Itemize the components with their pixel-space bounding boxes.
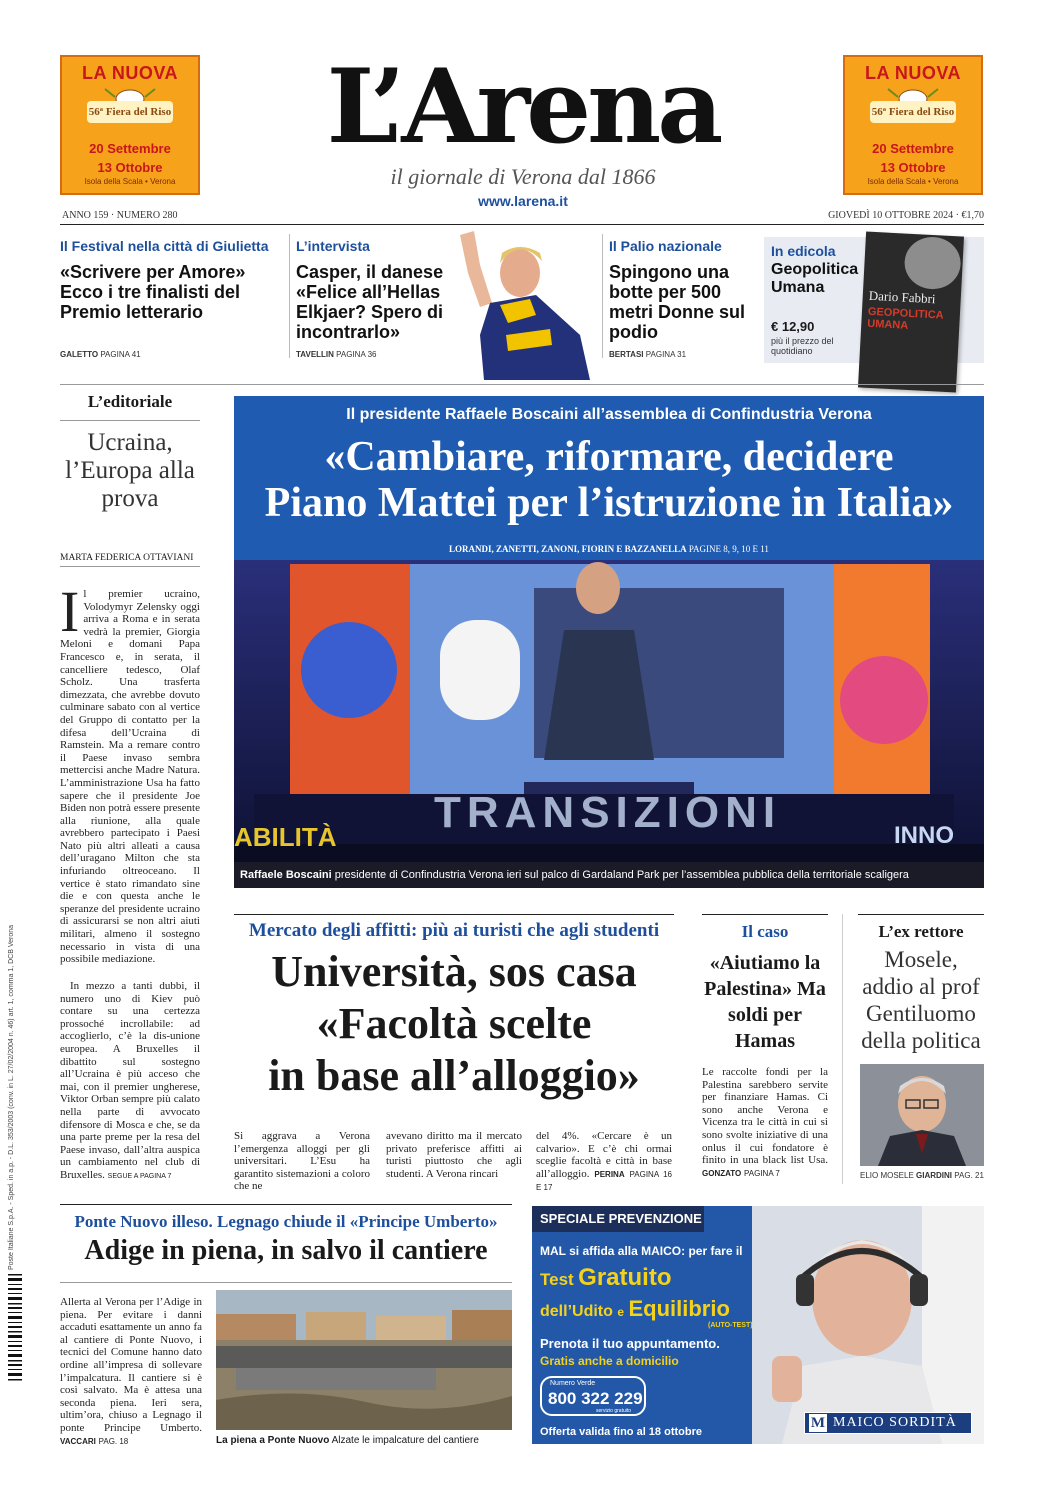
globe-icon [903,236,962,291]
promo-place: Isola della Scala • Verona [867,177,959,186]
byline-author: BERTASI [609,350,644,359]
book-cover[interactable] [858,232,964,393]
phone-label: Numero Verde [550,1380,596,1387]
byline-page: PAGINA 7 [744,1168,780,1178]
lead-photo[interactable] [234,560,984,888]
university-col3 [536,1130,672,1195]
promo-event: 56ª Fiera del Riso [870,101,956,123]
teaser-title: Spingono una botte per 500 metri Donne sul podio [609,262,746,342]
divider [60,566,200,567]
lead-headline-1: «Cambiare, riformare, decidere [324,434,894,480]
promo-date1: 20 Settembre [872,141,954,156]
teaser-intervista[interactable] [296,238,456,342]
caption-text: presidente di Confindustria Verona ieri sul palco di Gardaland Park per l’assemblea pubblica della territoriale scaligera [334,869,909,881]
lead-caption [234,862,984,888]
editorial-text: l premier ucraino, Volodymyr Zelensky oggi arriva a Roma e in serata vedrà la premier, Giorgia Meloni e domani Papa Francesco e, in serata, il cancelliere tedesco, Olaf Scholz. Una trasferta dimezzata, che avrebbe dovuto culminare sabato con al vertice del Gruppo di contatto per la difesa dell’Ucraina di Ramstein. Ma a remare contro il Paese invaso sembra mettercisi anche Madre Natura. L’amministrazione Usa ha fatto sapere che il presidente Joe Biden non potrà essere presente alla riunione, alla quale avrebbero partecipato i Paesi Nato più altri alleati a causa dell’uragano Milton che sta infuriando oltreoceano. Il vertice è stato rimandato sine die e con questa anche le speranze del presidente ucraino di assicurarsi se non altri aiuti militari, almeno il sostegno necessario in vista di una possibile mediazione. [60,588,200,966]
teaser-kicker: Il Palio nazionale [609,238,722,254]
promo-event: 56ª Fiera del Riso [87,101,173,123]
promo-title: LA NUOVA [82,63,178,83]
edicola-kicker: In edicola [771,243,836,259]
book-author: Dario Fabbri [868,287,936,307]
byline-author: GONZATO [702,1168,742,1178]
caso-body [702,1066,828,1180]
ad-test-sub [540,1296,730,1322]
adige-story[interactable] [60,1212,512,1268]
editorial-body [60,579,200,966]
continues-link[interactable]: SEGUE A PAGINA 7 [107,1172,172,1180]
editorial-body-2 [60,980,200,1184]
promo-title: LA NUOVA [865,63,961,83]
maico-ad[interactable] [532,1206,984,1444]
promo-box-right[interactable] [843,55,983,195]
ad-test4: e [617,1305,625,1319]
university-headline-3: in base all’alloggio» [268,1051,640,1100]
university-col2: avevano diritto ma il mercato privato preferisce affitti ai turisti piuttosto che agli studenti. A Verona rincari [386,1130,522,1180]
caption-name: ELIO MOSELE [860,1171,914,1180]
byline-page: PAG. 21 [954,1171,984,1180]
teaser-kicker: L’intervista [296,238,370,254]
teaser-byline [60,350,141,359]
university-col1: Si aggrava a Verona l’emergenza alloggi per gli universitari. L’Esu ha garantito sistemazioni a coloro che ne [234,1130,370,1193]
rettore-kicker: L’ex rettore [878,922,964,941]
teaser-title: «Scrivere per Amore» Ecco i tre finalisti del Premio letterario [60,262,246,322]
ad-prenota: Prenota il tuo appuntamento. [540,1336,720,1351]
editorial[interactable] [60,392,200,513]
lead-banner[interactable] [234,396,984,560]
caption-text: Alzate le impalcature del cantiere [331,1435,479,1446]
university-story[interactable] [234,920,674,1102]
barcode [6,1272,28,1384]
divider [60,1282,512,1283]
ad-auto: (AUTO-TEST) [708,1322,753,1329]
adige-kicker: Ponte Nuovo illeso. Legnago chiude il «Principe Umberto» [74,1212,498,1231]
byline-page: PAGINA 36 [336,350,377,359]
promo-date1: 20 Settembre [89,141,171,156]
teaser-festival[interactable] [60,238,282,322]
stage-word: TRANSIZIONI [434,788,782,837]
caption-name: Raffaele Boscaini [240,869,332,881]
teaser-byline [296,350,376,359]
maico-m-icon: M [810,1415,826,1431]
caption-bold: La piena a Ponte Nuovo [216,1435,330,1446]
caso-headline: «Aiutiamo la Palestina» Ma soldi per Hamas [704,952,826,1052]
caso-kicker: Il caso [741,922,789,941]
book-title: GEOPOLITICA UMANA [867,305,944,332]
promo-date2: 13 Ottobre [97,160,163,175]
byline-author: PERINA [594,1169,625,1179]
university-headline-2: «Facoltà scelte [316,999,592,1048]
divider [60,420,200,421]
legal-text: Poste Italiane S.p.A. - Sped. in a.p. - D.L. 353/2003 (conv. in L. 27/02/2004 n. 46) art. 1, comma 1, DCB Verona [8,924,15,1270]
footballer-photo[interactable] [440,225,590,380]
byline-author: GALETTO [60,350,99,359]
byline-author: VACCARI [60,1436,96,1446]
caso-text: Le raccolte fondi per la Palestina sarebbero servite per finanziare Hamas. Ci sono anche Verona e Vicenza tra le città in cui si sono svolte iniziative di una onlus il cui fondatore è finito in una black list Usa. [702,1066,828,1167]
divider [289,234,290,358]
ad-valid: Offerta valida fino al 18 ottobre [540,1426,702,1438]
rettore-headline: Mosele, addio al prof Gentiluomo della politica [861,947,981,1053]
ad-domicilio: Gratis anche a domicilio [540,1354,679,1368]
date-price: GIOVEDÌ 10 OTTOBRE 2024 · €1,70 [828,210,984,221]
section-rule [60,384,984,385]
ad-line1: MAL si affida alla MAICO: per fare il [540,1244,743,1258]
teaser-kicker: Il Festival nella città di Giulietta [60,238,269,254]
byline-page: PAGINA 41 [100,350,141,359]
university-kicker: Mercato degli affitti: più ai turisti che agli studenti [248,920,660,941]
divider [842,914,843,1184]
edicola-price-note: più il prezzo del quotidiano [771,336,834,356]
stage-word-3: INNO [894,822,954,849]
col3-text: del 4%. «Cercare è un calvario». E c’è chi ormai sceglie facoltà e città in base all’alloggio. [536,1130,672,1180]
stage-word-2: ABILITÀ [234,822,337,852]
section-rule [234,914,674,915]
maico-logo[interactable] [804,1412,972,1434]
section-rule [60,1204,512,1205]
byline-pages: PAGINE 8, 9, 10 E 11 [688,544,769,554]
edicola-title: Geopolitica Umana [771,261,859,296]
promo-box-left[interactable] [60,55,200,195]
lead-headline-2: Piano Mattei per l’istruzione in Italia» [264,480,954,526]
edicola-price: € 12,90 [771,319,815,334]
promo-date2: 13 Ottobre [880,160,946,175]
teaser-title: Casper, il danese «Felice all’Hellas Elkjaer? Spero di incontrarlo» [296,262,444,342]
adige-photo[interactable] [216,1290,512,1430]
rettore-caption [860,1171,984,1180]
university-headline-1: Università, sos casa [271,947,637,996]
teaser-byline [609,350,686,359]
ad-test-title [540,1264,671,1292]
lead-kicker: Il presidente Raffaele Boscaini all’assemblea di Confindustria Verona [346,406,872,423]
phone-box[interactable] [540,1376,646,1416]
adige-headline: Adige in piena, in salvo il cantiere [84,1235,488,1266]
section-rule [858,914,984,915]
ad-test1: Test [540,1270,574,1289]
ad-photo [752,1206,984,1444]
masthead-logo[interactable]: L’Arena [326,47,720,167]
editorial-author: MARTA FEDERICA OTTAVIANI [60,553,194,563]
byline-author: TAVELLIN [296,350,334,359]
year-issue: ANNO 159 · NUMERO 280 [62,210,178,221]
byline-authors: LORANDI, ZANETTI, ZANONI, FIORIN E BAZZANELLA [449,544,687,554]
editorial-label: L’editoriale [87,392,173,411]
lead-byline [234,544,984,554]
adige-text: Allerta al Verona per l’Adige in piena. Per evitare i danni accaduti esattamente un anno fa al cantiere di Ponte Nuovo, i tecnici del Comune hanno dato ordine all’impresa di sollevare l’impalcatura. Il cantiere si è così salvato. Ma è attesa una seconda piena. Ieri sera, ultim’ora, chiuso a Legnago il ponte Principe Umberto. [60,1296,202,1434]
adige-caption [216,1435,479,1446]
maico-brand: MAICO SORDITÀ [833,1415,957,1430]
rettore-story[interactable] [858,922,984,1054]
ad-test5: Equilibrio [628,1296,730,1321]
byline-page: PAGINA 31 [645,350,687,359]
byline-author: GIARDINI [916,1171,953,1180]
teaser-palio[interactable] [609,238,759,342]
caso-story[interactable] [702,922,828,1054]
ad-test3: dell’Udito [540,1303,613,1320]
adige-body [60,1296,202,1448]
masthead-tagline: il giornale di Verona dal 1866 [390,164,656,189]
phone-note: servizio gratuito [596,1408,632,1414]
phone-number: 800 322 229 [548,1389,643,1408]
promo-place: Isola della Scala • Verona [84,177,176,186]
rice-logo-icon [868,87,958,137]
byline-page: PAG. 18 [98,1436,129,1446]
editorial-title: Ucraina, l’Europa alla prova [65,429,195,512]
editorial-text2: In mezzo a tanti dubbi, il numero uno di Kiev può contare su una certezza prossoché incrollabile: ad accoglierlo, c’è la dis-unione europea. A Bruxelles il dibattito sul sostegno all’Ucraina è più acceso che mai, con il premier ungherese, Viktor Orban sempre più calato nella parte di avvocato difensore di Mosca e che, se da una parte preme per la resa del Paese invaso, dall’altra auspica un cambiamento nel club di Bruxelles. [60,980,200,1181]
section-rule [702,914,828,915]
rice-logo-icon [85,87,175,137]
website-link[interactable]: www.larena.it [478,193,568,209]
dropcap: I [60,579,80,644]
ad-test2: Gratuito [578,1264,672,1291]
ad-label: SPECIALE PREVENZIONE [532,1206,704,1232]
mosele-photo[interactable] [860,1064,984,1166]
divider [602,234,603,358]
byline-pages: PAGINA 16 E 17 [536,1169,672,1193]
